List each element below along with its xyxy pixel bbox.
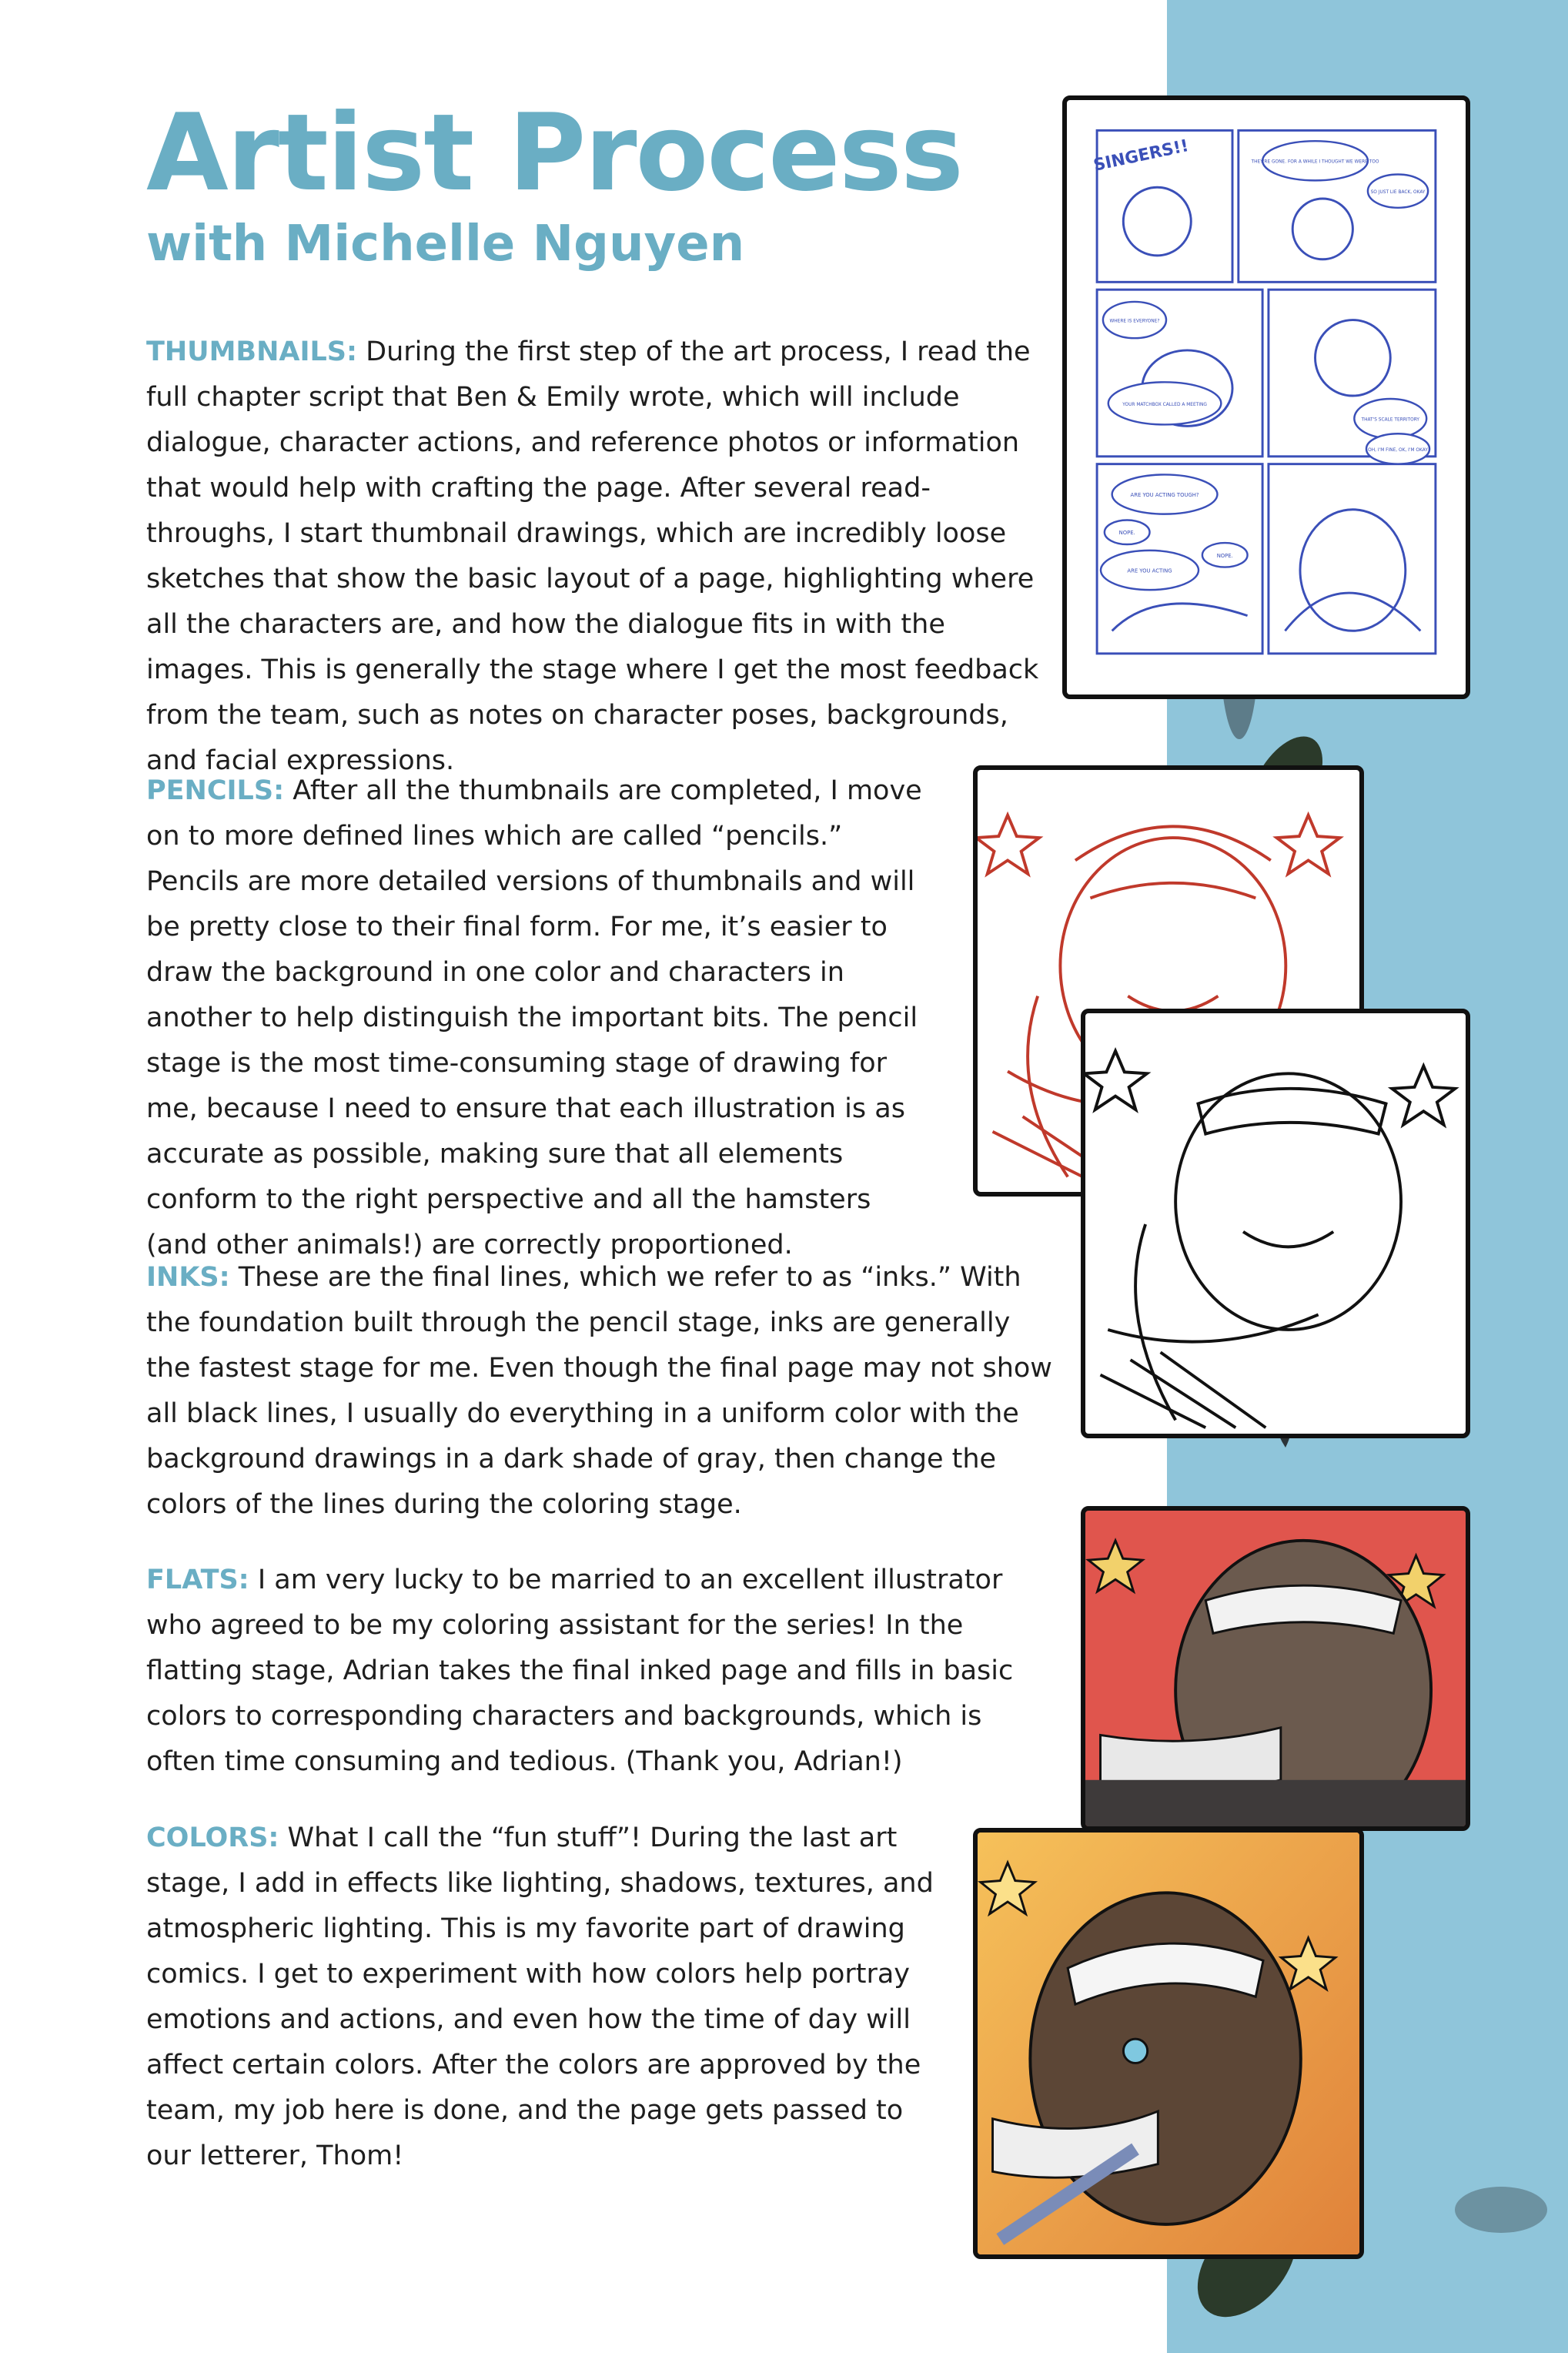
section-thumbnails	[146, 330, 1055, 784]
section-text: These are the final lines, which we refer to as “inks.” With the foundation built through the pencil stage, inks are generally the fastest stage for me. Even though the final page may not show all black lines, I usually do everything in a uniform color with the background drawings in a dark shade of gray, then change the colors of the lines during the coloring stage.	[146, 1262, 1052, 1520]
balloon-text: ARE YOU ACTING TOUGH?	[1130, 491, 1199, 499]
balloon-text: OH, I'M FINE, OK, I'M OKAY	[1368, 447, 1428, 453]
section-label: FLATS:	[146, 1565, 249, 1595]
balloon-text: SO JUST LIE BACK, OKAY	[1370, 190, 1426, 196]
section-text: I am very lucky to be married to an excellent illustrator who agreed to be my coloring assistant for the series! In the flatting stage, Adrian takes the final inked page and fills in basic colors to corresponding characters and backgrounds, which is often time consuming and tedious. (Thank you, Adrian!)	[146, 1565, 1014, 1777]
section-colors	[146, 1816, 939, 2179]
page-title: Artist Process	[146, 91, 962, 215]
section-text: What I call the “fun stuff”! During the last art stage, I add in effects like lighting, shadows, textures, and atmospheric lighting. This is my favorite part of drawing comics. I get to experiment with how colors help portray emotions and actions, and even how the time of day will affect certain colors. After the colors are approved by the team, my job here is done, and the page gets passed to our letterer, Thom!	[146, 1822, 934, 2171]
balloon-text: NOPE.	[1118, 530, 1135, 537]
section-label: THUMBNAILS:	[146, 336, 358, 367]
section-text: During the first step of the art process, I read the full chapter script that Ben & Emily wrote, which will include dialogue, character actions, and reference photos or information that would help with crafting the page. After several read-throughs, I start thumbnail drawings, which are incredibly loose sketches that show the basic layout of a page, highlighting where all the characters are, and how the dialogue fits in with the images. This is generally the stage where I get the most feedback from the team, such as notes on character poses, backgrounds, and facial expressions.	[146, 336, 1039, 776]
section-flats	[146, 1558, 1055, 1785]
section-label: INKS:	[146, 1262, 230, 1293]
page-subtitle: with Michelle Nguyen	[146, 216, 745, 273]
section-label: COLORS:	[146, 1822, 279, 1853]
balloon-text: YOUR MATCHBOX CALLED A MEETING	[1122, 402, 1207, 407]
balloon-text: ARE YOU ACTING	[1127, 567, 1172, 574]
section-pencils	[146, 768, 939, 1268]
inks-panel-image	[1081, 1009, 1470, 1438]
balloon-text: NOPE.	[1216, 552, 1233, 559]
flats-panel-image	[1081, 1506, 1470, 1831]
balloon-text: THAT'S SCALE TERRITORY	[1361, 417, 1420, 423]
section-text: After all the thumbnails are completed, I move on to more defined lines which are called “pencils.” Pencils are more detailed versions of thumbnails and will be pretty close to their final form. For me, it’s easier to draw the background in one color and characters in another to help distinguish the important bits. The pencil stage is the most time-consuming stage of drawing for me, because I need to ensure that each illustration is as accurate as possible, making sure that all elements conform to the right perspective and all the hamsters (and other animals!) are correctly proportioned.	[146, 775, 922, 1260]
section-inks	[146, 1255, 1055, 1528]
thumbnail-page-image	[1062, 95, 1470, 699]
sfx-text: SINGERS!!	[1092, 136, 1191, 176]
colors-panel-image	[973, 1828, 1364, 2259]
balloon-text: THEY'RE GONE. FOR A WHILE I THOUGHT WE WERE TOO	[1251, 159, 1379, 165]
section-label: PENCILS:	[146, 775, 285, 806]
balloon-text: WHERE IS EVERYONE?	[1109, 319, 1160, 324]
